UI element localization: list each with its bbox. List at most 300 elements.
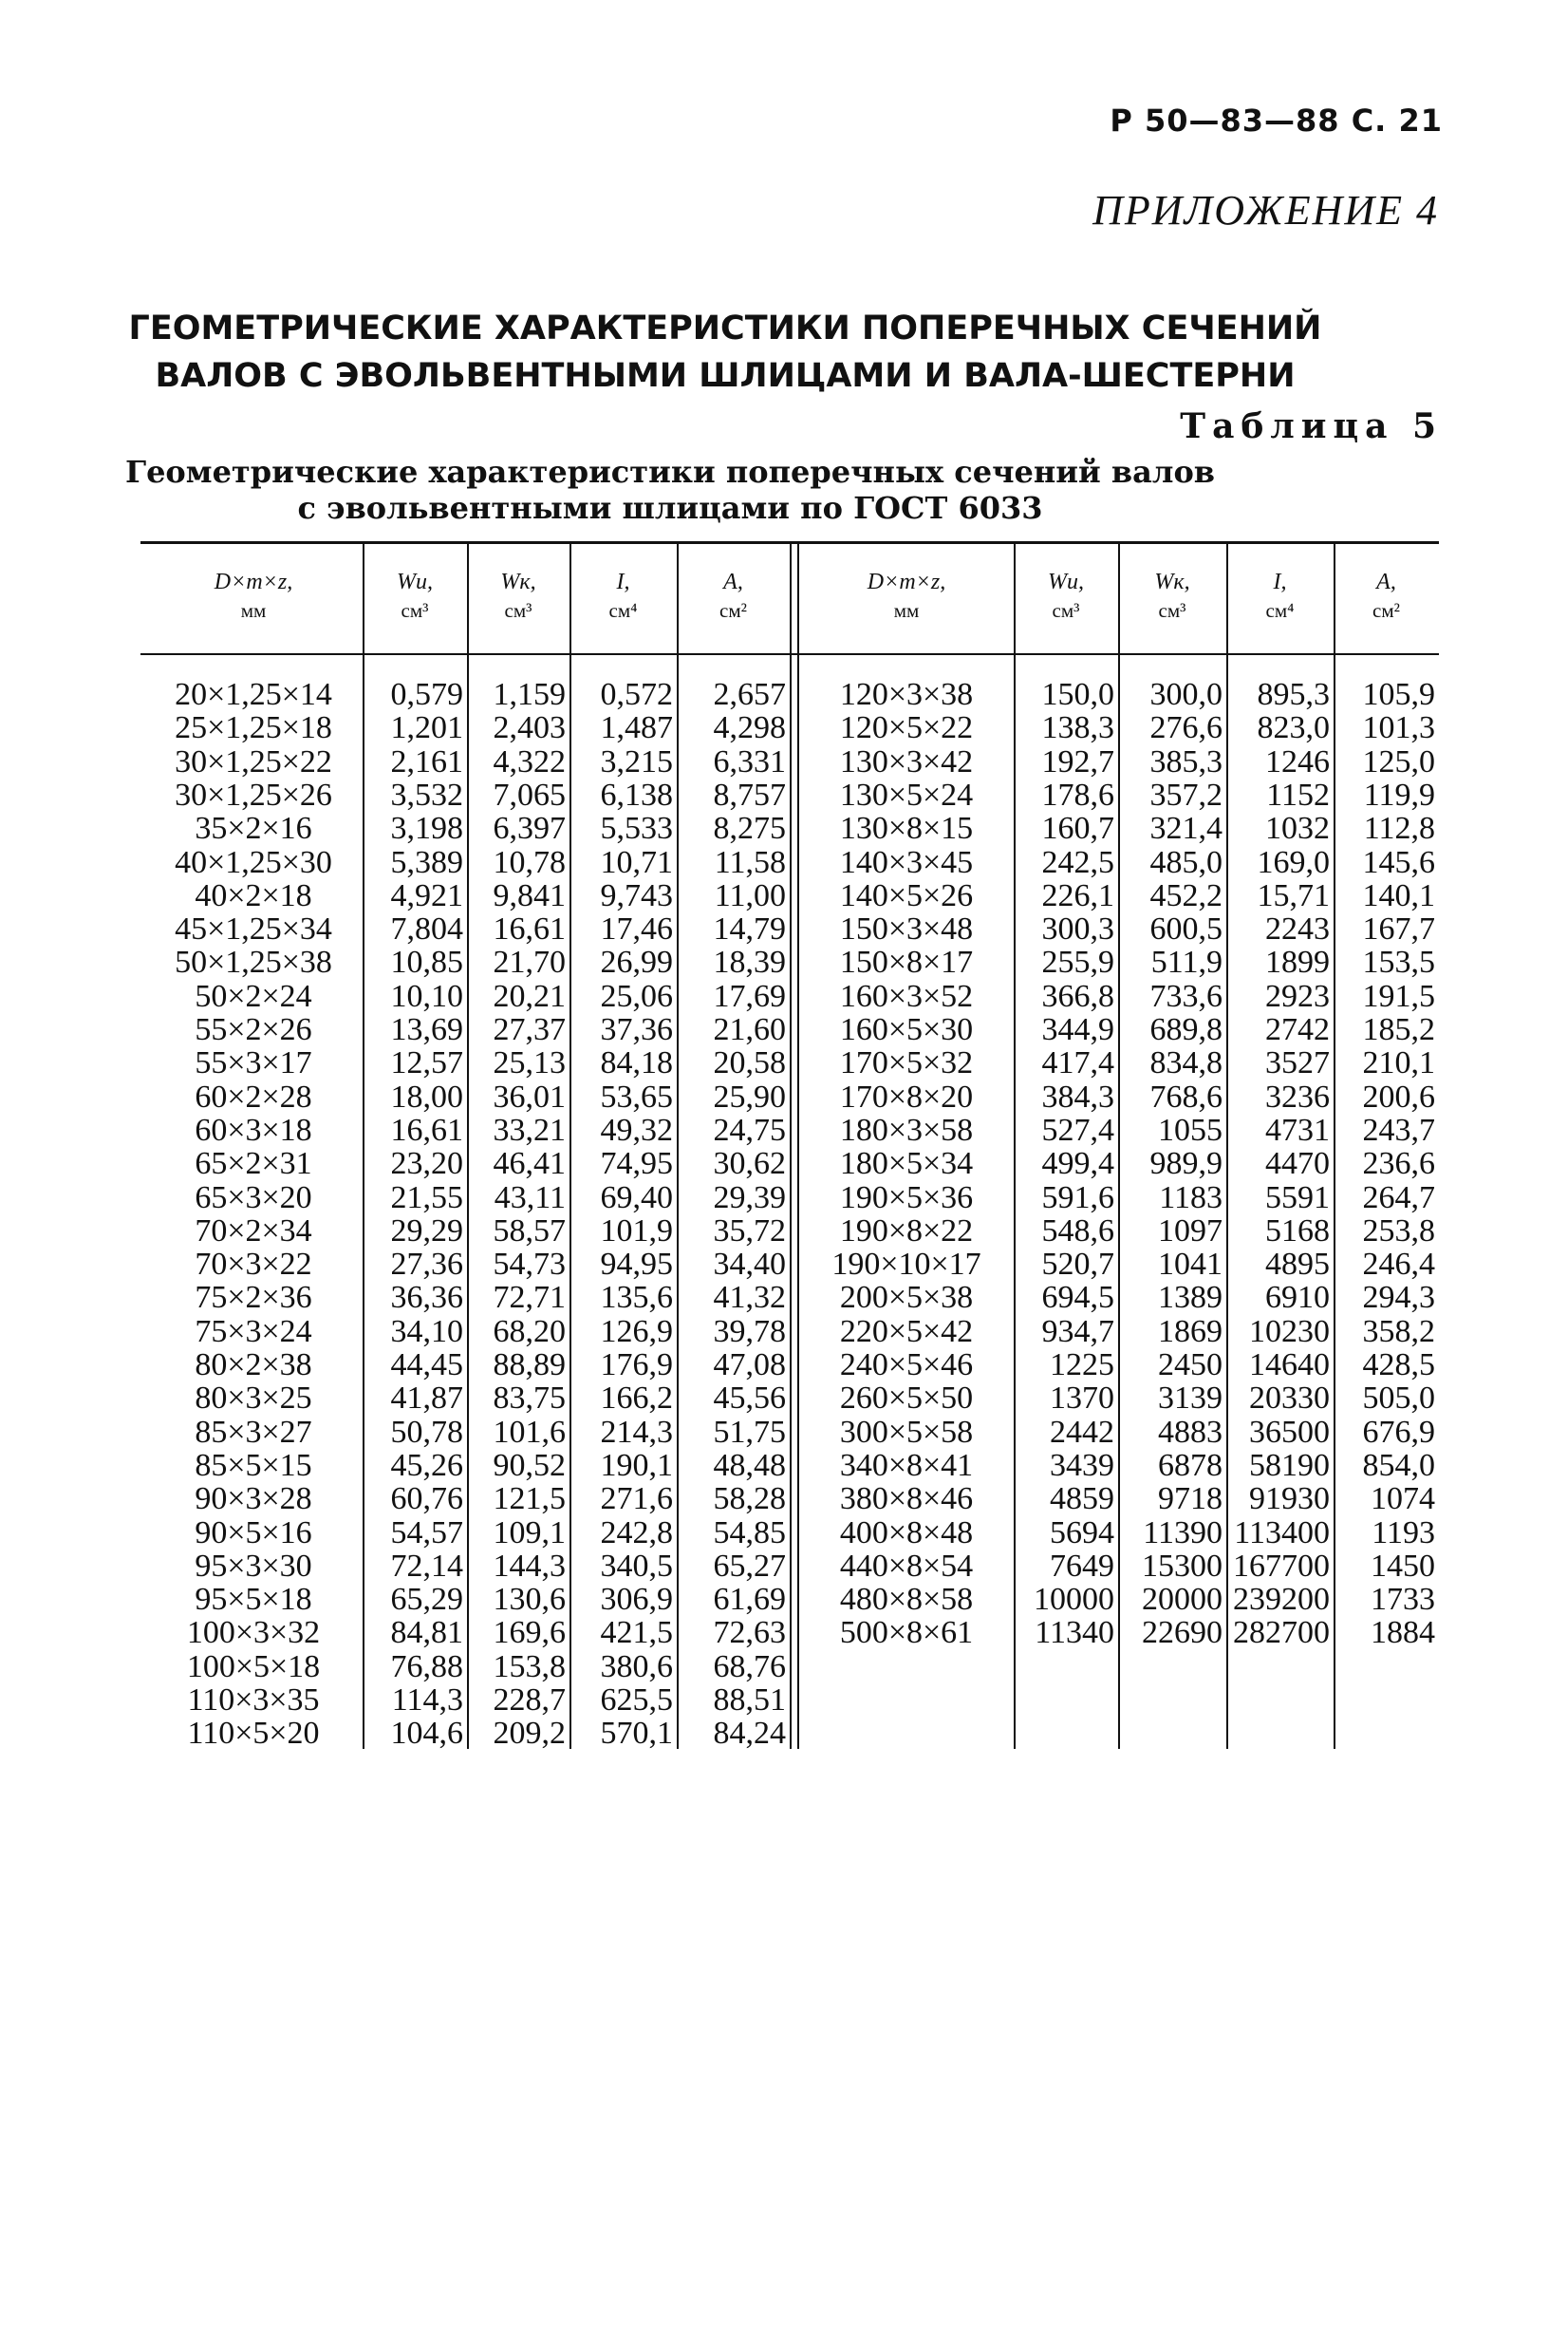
column-header [1014, 568, 1118, 625]
right-table-cell: 180×5×34 [839, 1146, 974, 1182]
right-table-cell: 895,3 [1257, 677, 1330, 712]
left-table-cell: 80×3×25 [195, 1381, 312, 1417]
left-table-cell: 4,298 [713, 710, 786, 746]
left-table-cell: 75×3×24 [195, 1313, 312, 1349]
right-table-cell: 140×3×45 [839, 844, 974, 880]
column-header-label: A, [1376, 570, 1396, 594]
left-table-cell: 45,26 [390, 1447, 463, 1483]
left-table-cell: 50×2×24 [195, 978, 312, 1014]
right-table-cell: 91930 [1249, 1481, 1330, 1517]
right-table-cell: 239200 [1233, 1582, 1330, 1618]
left-table-cell: 27,36 [390, 1247, 463, 1283]
left-table-cell: 70×2×34 [195, 1212, 312, 1249]
right-table-cell: 180×3×58 [839, 1112, 974, 1148]
right-table-cell: 321,4 [1149, 811, 1223, 847]
right-table-cell: 276,6 [1149, 710, 1223, 746]
right-table-cell: 1225 [1050, 1347, 1114, 1382]
left-table-cell: 33,21 [493, 1112, 566, 1148]
right-table-cell: 2742 [1265, 1012, 1330, 1047]
left-table-cell: 6,397 [493, 811, 566, 847]
column-header [799, 568, 1014, 625]
left-table-cell: 2,657 [713, 677, 786, 712]
left-table-cell: 21,60 [713, 1012, 786, 1047]
left-table-cell: 7,065 [493, 777, 566, 813]
right-table-cell: 191,5 [1362, 978, 1435, 1014]
left-table-cell: 50×1,25×38 [175, 945, 332, 981]
right-table-cell: 3236 [1265, 1079, 1330, 1115]
right-table-cell: 1389 [1158, 1280, 1223, 1316]
table-number: Таблица 5 [1180, 406, 1443, 446]
left-table-cell: 153,8 [493, 1648, 566, 1684]
right-table-cell: 500×8×61 [839, 1615, 974, 1651]
right-table-cell: 11390 [1143, 1514, 1223, 1550]
right-table-cell: 167700 [1233, 1548, 1330, 1584]
column-header-label: Wи, [1048, 570, 1084, 594]
left-table-cell: 109,1 [493, 1514, 566, 1550]
column-header-label: D×m×z, [214, 570, 293, 594]
right-table-cell: 854,0 [1362, 1447, 1435, 1483]
left-table-cell: 10,71 [600, 844, 673, 880]
right-table-cell: 1041 [1158, 1247, 1223, 1283]
column-header [363, 568, 467, 625]
right-table-cell: 145,6 [1362, 844, 1435, 880]
left-table-cell: 58,28 [713, 1481, 786, 1517]
left-table-cell: 110×5×20 [187, 1716, 320, 1752]
left-table-cell: 14,79 [713, 911, 786, 948]
right-table-cell: 5168 [1265, 1212, 1330, 1249]
column-header-unit: см³ [1052, 599, 1080, 622]
left-table-cell: 18,39 [713, 945, 786, 981]
left-table-cell: 20,21 [493, 978, 566, 1014]
left-table-cell: 570,1 [600, 1716, 673, 1752]
column-rule [1014, 541, 1016, 1749]
left-table-cell: 94,95 [600, 1247, 673, 1283]
right-table-cell: 689,8 [1149, 1012, 1223, 1047]
right-table-cell: 11340 [1035, 1615, 1114, 1651]
left-table-cell: 25×1,25×18 [175, 710, 332, 746]
left-table-cell: 40×2×18 [195, 877, 312, 913]
left-table-cell: 18,00 [390, 1079, 463, 1115]
right-table-cell: 591,6 [1041, 1179, 1114, 1215]
right-table-cell: 1097 [1158, 1212, 1223, 1249]
right-table-cell: 989,9 [1149, 1146, 1223, 1182]
right-table-cell: 300,0 [1149, 677, 1223, 712]
right-table-cell: 10000 [1034, 1582, 1114, 1618]
left-table-cell: 144,3 [493, 1548, 566, 1584]
left-table-cell: 10,10 [390, 978, 463, 1014]
left-table-cell: 16,61 [493, 911, 566, 948]
column-header-unit: см² [719, 599, 747, 622]
left-table-cell: 54,85 [713, 1514, 786, 1550]
right-table-cell: 190×10×17 [831, 1247, 981, 1283]
left-table-cell: 68,20 [493, 1313, 566, 1349]
right-table-cell: 120×5×22 [839, 710, 974, 746]
left-table-cell: 95×5×18 [195, 1582, 312, 1618]
right-table-cell: 1733 [1371, 1582, 1435, 1618]
left-table-cell: 88,89 [493, 1347, 566, 1382]
left-table-cell: 74,95 [600, 1146, 673, 1182]
left-table-cell: 209,2 [493, 1716, 566, 1752]
left-table-cell: 27,37 [493, 1012, 566, 1047]
column-header-label: Wк, [500, 570, 536, 594]
left-table-cell: 46,41 [493, 1146, 566, 1182]
column-header-label: D×m×z, [867, 570, 946, 594]
left-table-cell: 625,5 [600, 1682, 673, 1718]
right-table-cell: 428,5 [1362, 1347, 1435, 1382]
right-table-cell: 160,7 [1041, 811, 1114, 847]
left-table-cell: 242,8 [600, 1514, 673, 1550]
right-table-cell: 6910 [1265, 1280, 1330, 1316]
left-table-cell: 72,63 [713, 1615, 786, 1651]
left-table-cell: 90×3×28 [195, 1481, 312, 1517]
left-table-cell: 36,01 [493, 1079, 566, 1115]
right-table-cell: 6878 [1158, 1447, 1223, 1483]
right-table-cell: 125,0 [1362, 743, 1435, 780]
right-table-cell: 58190 [1249, 1447, 1330, 1483]
left-table-cell: 90×5×16 [195, 1514, 312, 1550]
right-table-cell: 3527 [1265, 1045, 1330, 1081]
right-table-cell: 264,7 [1362, 1179, 1435, 1215]
right-table-cell: 282700 [1233, 1615, 1330, 1651]
left-table-cell: 51,75 [713, 1414, 786, 1450]
left-table-cell: 47,08 [713, 1347, 786, 1382]
left-table-cell: 121,5 [493, 1481, 566, 1517]
right-table-cell: 36500 [1249, 1414, 1330, 1450]
right-table-cell: 112,8 [1363, 811, 1435, 847]
left-table-cell: 3,215 [600, 743, 673, 780]
column-rule [569, 541, 571, 1749]
right-table-cell: 4859 [1050, 1481, 1114, 1517]
column-header-label: I, [616, 570, 630, 594]
right-table-cell: 4895 [1265, 1247, 1330, 1283]
right-table-cell: 167,7 [1362, 911, 1435, 948]
right-table-cell: 417,4 [1041, 1045, 1114, 1081]
column-rule [1334, 541, 1335, 1749]
left-table-cell: 21,55 [390, 1179, 463, 1215]
left-table-cell: 69,40 [600, 1179, 673, 1215]
left-table-cell: 101,9 [600, 1212, 673, 1249]
right-table-cell: 170×5×32 [839, 1045, 974, 1081]
left-table-cell: 20×1,25×14 [175, 677, 332, 712]
left-table-cell: 1,487 [600, 710, 673, 746]
column-rule [677, 541, 679, 1749]
column-header-label: Wи, [397, 570, 433, 594]
right-table-cell: 236,6 [1362, 1146, 1435, 1182]
column-header-unit: см³ [1158, 599, 1186, 622]
left-table-cell: 34,10 [390, 1313, 463, 1349]
right-table-cell: 4731 [1265, 1112, 1330, 1148]
left-table-cell: 30×1,25×22 [175, 743, 332, 780]
left-table-cell: 6,138 [600, 777, 673, 813]
right-table-cell: 169,0 [1257, 844, 1330, 880]
left-table-cell: 84,81 [390, 1615, 463, 1651]
right-table-cell: 150×8×17 [839, 945, 974, 981]
left-table-cell: 130,6 [493, 1582, 566, 1618]
column-header [677, 568, 790, 625]
left-table-cell: 83,75 [493, 1381, 566, 1417]
left-table-cell: 0,572 [600, 677, 673, 712]
right-table-cell: 150,0 [1041, 677, 1114, 712]
left-table-cell: 72,71 [493, 1280, 566, 1316]
right-table-cell: 1032 [1265, 811, 1330, 847]
right-table-cell: 480×8×58 [839, 1582, 974, 1618]
right-table-cell: 22690 [1142, 1615, 1223, 1651]
right-table-cell: 7649 [1050, 1548, 1114, 1584]
right-table-cell: 243,7 [1362, 1112, 1435, 1148]
right-table-cell: 357,2 [1149, 777, 1223, 813]
right-table-cell: 113400 [1234, 1514, 1330, 1550]
right-table-cell: 220×5×42 [839, 1313, 974, 1349]
right-table-cell: 1450 [1371, 1548, 1435, 1584]
column-header [1118, 568, 1226, 625]
column-rule [363, 541, 364, 1749]
right-table-cell: 138,3 [1041, 710, 1114, 746]
right-table-cell: 190×5×36 [839, 1179, 974, 1215]
right-table-cell: 1152 [1266, 777, 1330, 813]
left-table-cell: 49,32 [600, 1112, 673, 1148]
left-table-cell: 7,804 [390, 911, 463, 948]
left-table-cell: 35,72 [713, 1212, 786, 1249]
right-table-cell: 300×5×58 [839, 1414, 974, 1450]
left-table-cell: 306,9 [600, 1582, 673, 1618]
left-table-cell: 10,78 [493, 844, 566, 880]
left-table-cell: 100×5×18 [186, 1648, 321, 1684]
right-table-cell: 5694 [1050, 1514, 1114, 1550]
right-table-cell: 1055 [1158, 1112, 1223, 1148]
left-table-cell: 84,24 [713, 1716, 786, 1752]
column-header-unit: см⁴ [1265, 599, 1295, 622]
left-table-cell: 4,322 [493, 743, 566, 780]
left-table-cell: 25,06 [600, 978, 673, 1014]
right-table-cell: 520,7 [1041, 1247, 1114, 1283]
left-table-cell: 271,6 [600, 1481, 673, 1517]
right-table-cell: 240×5×46 [839, 1347, 974, 1382]
right-table-cell: 1884 [1371, 1615, 1435, 1651]
column-header [467, 568, 569, 625]
right-table-cell: 1074 [1371, 1481, 1435, 1517]
right-table-cell: 101,3 [1362, 710, 1435, 746]
left-table-cell: 13,69 [390, 1012, 463, 1047]
left-table-cell: 2,161 [390, 743, 463, 780]
right-table-cell: 485,0 [1149, 844, 1223, 880]
right-table-cell: 255,9 [1041, 945, 1114, 981]
table-caption-line-2: с эвольвентными шлицами по ГОСТ 6033 [297, 490, 1043, 526]
left-table-cell: 20,58 [713, 1045, 786, 1081]
left-table-cell: 29,39 [713, 1179, 786, 1215]
center-double-rule [790, 541, 792, 1749]
right-table-cell: 505,0 [1362, 1381, 1435, 1417]
left-table-cell: 8,275 [713, 811, 786, 847]
left-table-cell: 44,45 [390, 1347, 463, 1382]
right-table-cell: 768,6 [1149, 1079, 1223, 1115]
left-table-cell: 88,51 [713, 1682, 786, 1718]
appendix-label: ПРИЛОЖЕНИЕ 4 [1092, 187, 1439, 234]
column-rule [1226, 541, 1228, 1749]
right-table-cell: 170×8×20 [839, 1079, 974, 1115]
right-table-cell: 242,5 [1041, 844, 1114, 880]
right-table-cell: 1246 [1265, 743, 1330, 780]
right-table-cell: 20000 [1142, 1582, 1223, 1618]
right-table-cell: 834,8 [1149, 1045, 1223, 1081]
left-table-cell: 30×1,25×26 [175, 777, 332, 813]
left-table-cell: 17,46 [600, 911, 673, 948]
left-table-cell: 380,6 [600, 1648, 673, 1684]
left-table-cell: 10,85 [390, 945, 463, 981]
right-table-cell: 3439 [1050, 1447, 1114, 1483]
left-table-cell: 34,40 [713, 1247, 786, 1283]
right-table-cell: 160×3×52 [839, 978, 974, 1014]
page-title-line-1: ГЕОМЕТРИЧЕСКИЕ ХАРАКТЕРИСТИКИ ПОПЕРЕЧНЫХ СЕЧЕНИЙ [128, 310, 1322, 348]
left-table-cell: 54,57 [390, 1514, 463, 1550]
right-table-cell: 226,1 [1041, 877, 1114, 913]
column-header-unit: см² [1372, 599, 1400, 622]
right-table-cell: 140,1 [1362, 877, 1435, 913]
right-table-cell: 14640 [1249, 1347, 1330, 1382]
right-table-cell: 499,4 [1041, 1146, 1114, 1182]
right-table-cell: 2923 [1265, 978, 1330, 1014]
right-table-cell: 20330 [1249, 1381, 1330, 1417]
left-table-cell: 55×3×17 [195, 1045, 312, 1081]
right-table-cell: 200,6 [1362, 1079, 1435, 1115]
left-table-cell: 11,00 [714, 877, 786, 913]
left-table-cell: 85×5×15 [195, 1447, 312, 1483]
left-table-cell: 65,29 [390, 1582, 463, 1618]
left-table-cell: 6,331 [713, 743, 786, 780]
column-header-label: A, [723, 570, 743, 594]
right-table-cell: 260×5×50 [839, 1381, 974, 1417]
left-table-cell: 166,2 [600, 1381, 673, 1417]
column-header-unit: см⁴ [608, 599, 638, 622]
left-table-cell: 45×1,25×34 [175, 911, 332, 948]
right-table-cell: 150×3×48 [839, 911, 974, 948]
right-table-cell: 400×8×48 [839, 1514, 974, 1550]
right-table-cell: 1370 [1050, 1381, 1114, 1417]
right-table-cell: 140×5×26 [839, 877, 974, 913]
left-table-cell: 1,201 [390, 710, 463, 746]
right-table-cell: 119,9 [1363, 777, 1435, 813]
column-rule [1118, 541, 1120, 1749]
left-table-cell: 58,57 [493, 1212, 566, 1249]
center-double-rule [797, 541, 799, 1749]
right-table-cell: 511,9 [1150, 945, 1223, 981]
right-table-cell: 527,4 [1041, 1112, 1114, 1148]
left-table-cell: 50,78 [390, 1414, 463, 1450]
left-table-cell: 36,36 [390, 1280, 463, 1316]
right-table-cell: 130×8×15 [839, 811, 974, 847]
right-table-cell: 1193 [1372, 1514, 1435, 1550]
right-table-cell: 2243 [1265, 911, 1330, 948]
left-table-cell: 17,69 [713, 978, 786, 1014]
left-table-cell: 190,1 [600, 1447, 673, 1483]
left-table-cell: 169,6 [493, 1615, 566, 1651]
document-reference: Р 50—83—88 С. 21 [1110, 103, 1443, 139]
column-header-unit: см³ [401, 599, 429, 622]
left-table-cell: 48,48 [713, 1447, 786, 1483]
left-table-cell: 214,3 [600, 1414, 673, 1450]
left-table-cell: 9,841 [493, 877, 566, 913]
column-header [569, 568, 677, 625]
column-header [1334, 568, 1439, 625]
right-table-cell: 253,8 [1362, 1212, 1435, 1249]
right-table-cell: 2450 [1158, 1347, 1223, 1382]
left-table-cell: 23,20 [390, 1146, 463, 1182]
left-table-cell: 76,88 [390, 1648, 463, 1684]
left-table-cell: 0,579 [390, 677, 463, 712]
left-table-cell: 41,32 [713, 1280, 786, 1316]
left-table-cell: 21,70 [493, 945, 566, 981]
left-table-cell: 55×2×26 [195, 1012, 312, 1047]
right-table-cell: 246,4 [1362, 1247, 1435, 1283]
left-table-cell: 5,389 [390, 844, 463, 880]
right-table-cell: 1183 [1159, 1179, 1223, 1215]
left-table-cell: 110×3×35 [187, 1682, 320, 1718]
left-table-cell: 101,6 [493, 1414, 566, 1450]
right-table-cell: 1899 [1265, 945, 1330, 981]
right-table-cell: 153,5 [1362, 945, 1435, 981]
column-header-label: Wк, [1154, 570, 1190, 594]
left-table-cell: 1,159 [493, 677, 566, 712]
column-rule [467, 541, 469, 1749]
left-table-cell: 3,532 [390, 777, 463, 813]
left-table-cell: 25,90 [713, 1079, 786, 1115]
right-table-cell: 120×3×38 [839, 677, 974, 712]
left-table-cell: 176,9 [600, 1347, 673, 1382]
column-header-unit: см³ [504, 599, 532, 622]
right-table-cell: 185,2 [1362, 1012, 1435, 1047]
left-table-cell: 100×3×32 [186, 1615, 321, 1651]
right-table-cell: 105,9 [1362, 677, 1435, 712]
left-table-cell: 53,65 [600, 1079, 673, 1115]
right-table-cell: 733,6 [1149, 978, 1223, 1014]
left-table-cell: 75×2×36 [195, 1280, 312, 1316]
right-table-cell: 300,3 [1041, 911, 1114, 948]
right-table-cell: 344,9 [1041, 1012, 1114, 1047]
right-table-cell: 4470 [1265, 1146, 1330, 1182]
right-table-cell: 200×5×38 [839, 1280, 974, 1316]
left-table-cell: 8,757 [713, 777, 786, 813]
right-table-cell: 178,6 [1041, 777, 1114, 813]
left-table-cell: 95×3×30 [195, 1548, 312, 1584]
right-table-cell: 9718 [1158, 1481, 1223, 1517]
left-table-cell: 3,198 [390, 811, 463, 847]
left-table-cell: 54,73 [493, 1247, 566, 1283]
right-table-cell: 190×8×22 [839, 1212, 974, 1249]
left-table-cell: 421,5 [600, 1615, 673, 1651]
right-table-cell: 130×3×42 [839, 743, 974, 780]
column-header-unit: мм [893, 599, 920, 622]
right-table-cell: 380×8×46 [839, 1481, 974, 1517]
left-table-cell: 126,9 [600, 1313, 673, 1349]
right-table-cell: 934,7 [1041, 1313, 1114, 1349]
right-table-cell: 160×5×30 [839, 1012, 974, 1047]
left-table-cell: 60×2×28 [195, 1079, 312, 1115]
column-header [1226, 568, 1334, 625]
left-table-cell: 340,5 [600, 1548, 673, 1584]
left-table-cell: 90,52 [493, 1447, 566, 1483]
right-table-cell: 440×8×54 [839, 1548, 974, 1584]
left-table-cell: 104,6 [390, 1716, 463, 1752]
right-table-cell: 15,71 [1257, 877, 1330, 913]
right-table-cell: 452,2 [1149, 877, 1223, 913]
left-table-cell: 114,3 [391, 1682, 463, 1718]
column-header [144, 568, 363, 625]
left-table-cell: 41,87 [390, 1381, 463, 1417]
left-table-cell: 72,14 [390, 1548, 463, 1584]
left-table-cell: 37,36 [600, 1012, 673, 1047]
left-table-cell: 43,11 [494, 1179, 566, 1215]
left-table-cell: 65,27 [713, 1548, 786, 1584]
column-header-unit: мм [240, 599, 267, 622]
